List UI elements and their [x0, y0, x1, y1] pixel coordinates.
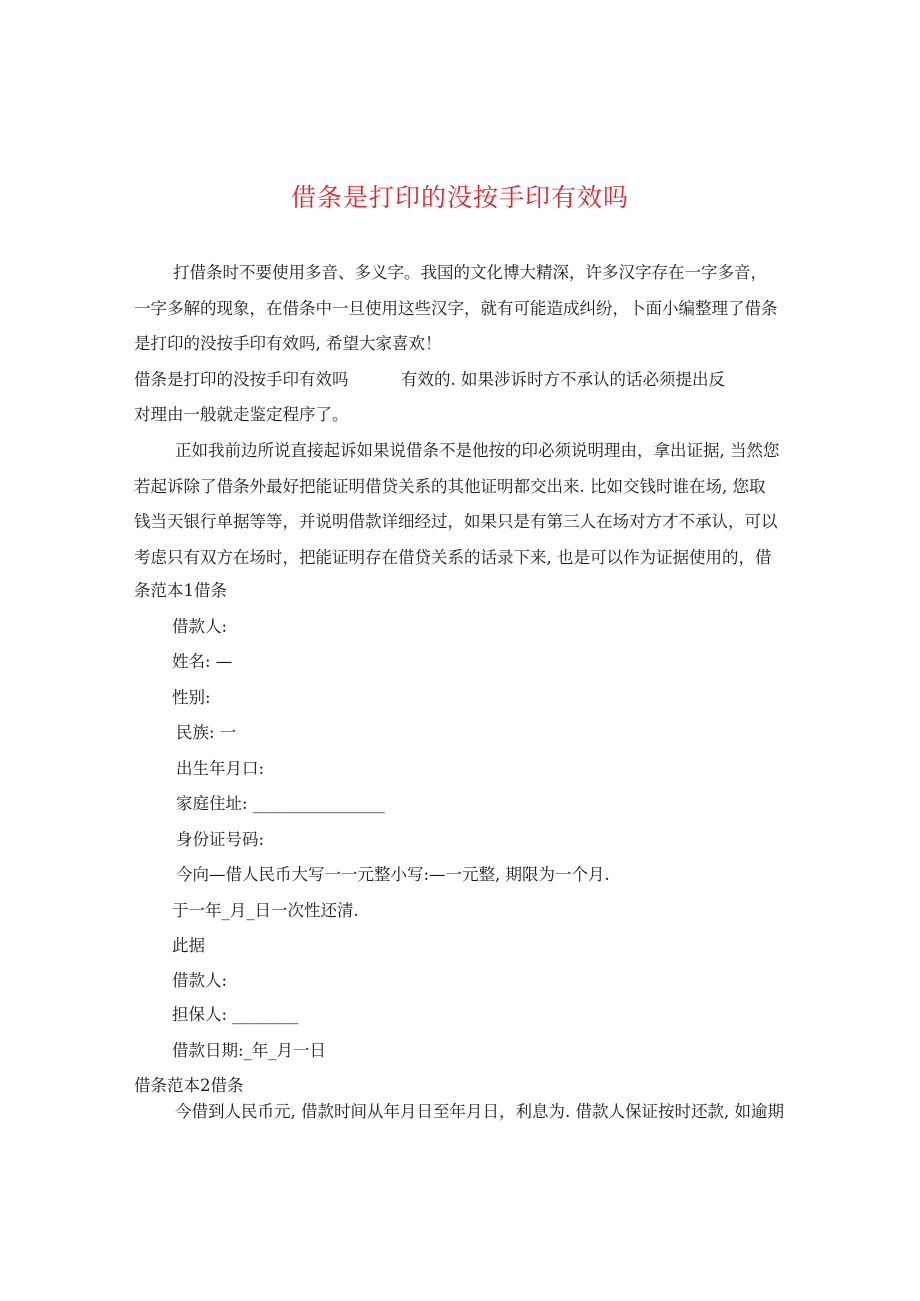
- intro-line-2: 一字多解的现象，在借条中一旦使用这些汉字，就有可能造成纠纷，卜面小编整理了借条: [134, 299, 778, 318]
- sample1-address: 家庭住址: ________________: [176, 794, 385, 813]
- qa-answer-part1: 有效的. 如果涉诉时方不承认的话必须提出反: [401, 370, 725, 389]
- document-title: 借条是打印的没按手印有效吗: [290, 183, 629, 212]
- para2-line-1: 正如我前边所说直接起诉如果说借条不是他按的印必须说明理由，拿出证据, 当然您: [175, 441, 780, 460]
- sample1-borrower: 借款人:: [172, 617, 228, 636]
- qa-question: 借条是打印的没按手印有效吗: [134, 370, 349, 389]
- qa-answer-part2: 对理由一般就走鉴定程序了。: [134, 405, 349, 424]
- sample1-hereby: 此据: [172, 936, 205, 955]
- sample1-guarantor: 担保人: ________: [172, 1005, 299, 1024]
- sample1-name: 姓名: —: [172, 652, 233, 671]
- para2-line-2: 若起诉除了借条外最好把能证明借贷关系的其他证明都交出来. 比如交钱时谁在场, 您取: [134, 477, 766, 496]
- sample1-ethnicity: 民族: 一: [176, 723, 237, 742]
- para2-line-4: 考虑只有双方在场时，把能证明存在借贷关系的话录下来, 也是可以作为证据使用的，借: [134, 548, 772, 567]
- para2-line-3: 钱当天银行单据等等，并说明借款详细经过，如果只是有第三人在场对方才不承认，可以: [134, 512, 778, 531]
- sample2-heading: 借条范本2借条: [134, 1076, 244, 1095]
- para2-line-5: 条范本1借条: [134, 581, 227, 600]
- sample2-line-1: 今借到人民币元, 借款时间从年月日至年月日，利息为. 借款人保证按时还款, 如逾期: [175, 1102, 784, 1121]
- sample1-gender: 性别:: [172, 688, 211, 707]
- sample1-repay: 于一年_月_日一次性还清.: [172, 901, 359, 920]
- sample1-statement: 今向—借人民币大写一一元整小写:—一元整, 期限为一个月.: [176, 865, 610, 884]
- sample1-borrower-sign: 借款人:: [172, 971, 228, 990]
- sample1-id-number: 身份证号码:: [176, 830, 265, 849]
- sample1-date: 借款日期:_年_月一日: [172, 1041, 327, 1060]
- sample1-birth: 出生年月口:: [176, 759, 265, 778]
- intro-line-1: 打借条时不要使用多音、多义字。我国的文化博大精深，许多汉字存在一字多音，: [173, 263, 767, 282]
- intro-line-3: 是打印的没按手印有效吗, 希望大家喜欢！: [134, 334, 442, 353]
